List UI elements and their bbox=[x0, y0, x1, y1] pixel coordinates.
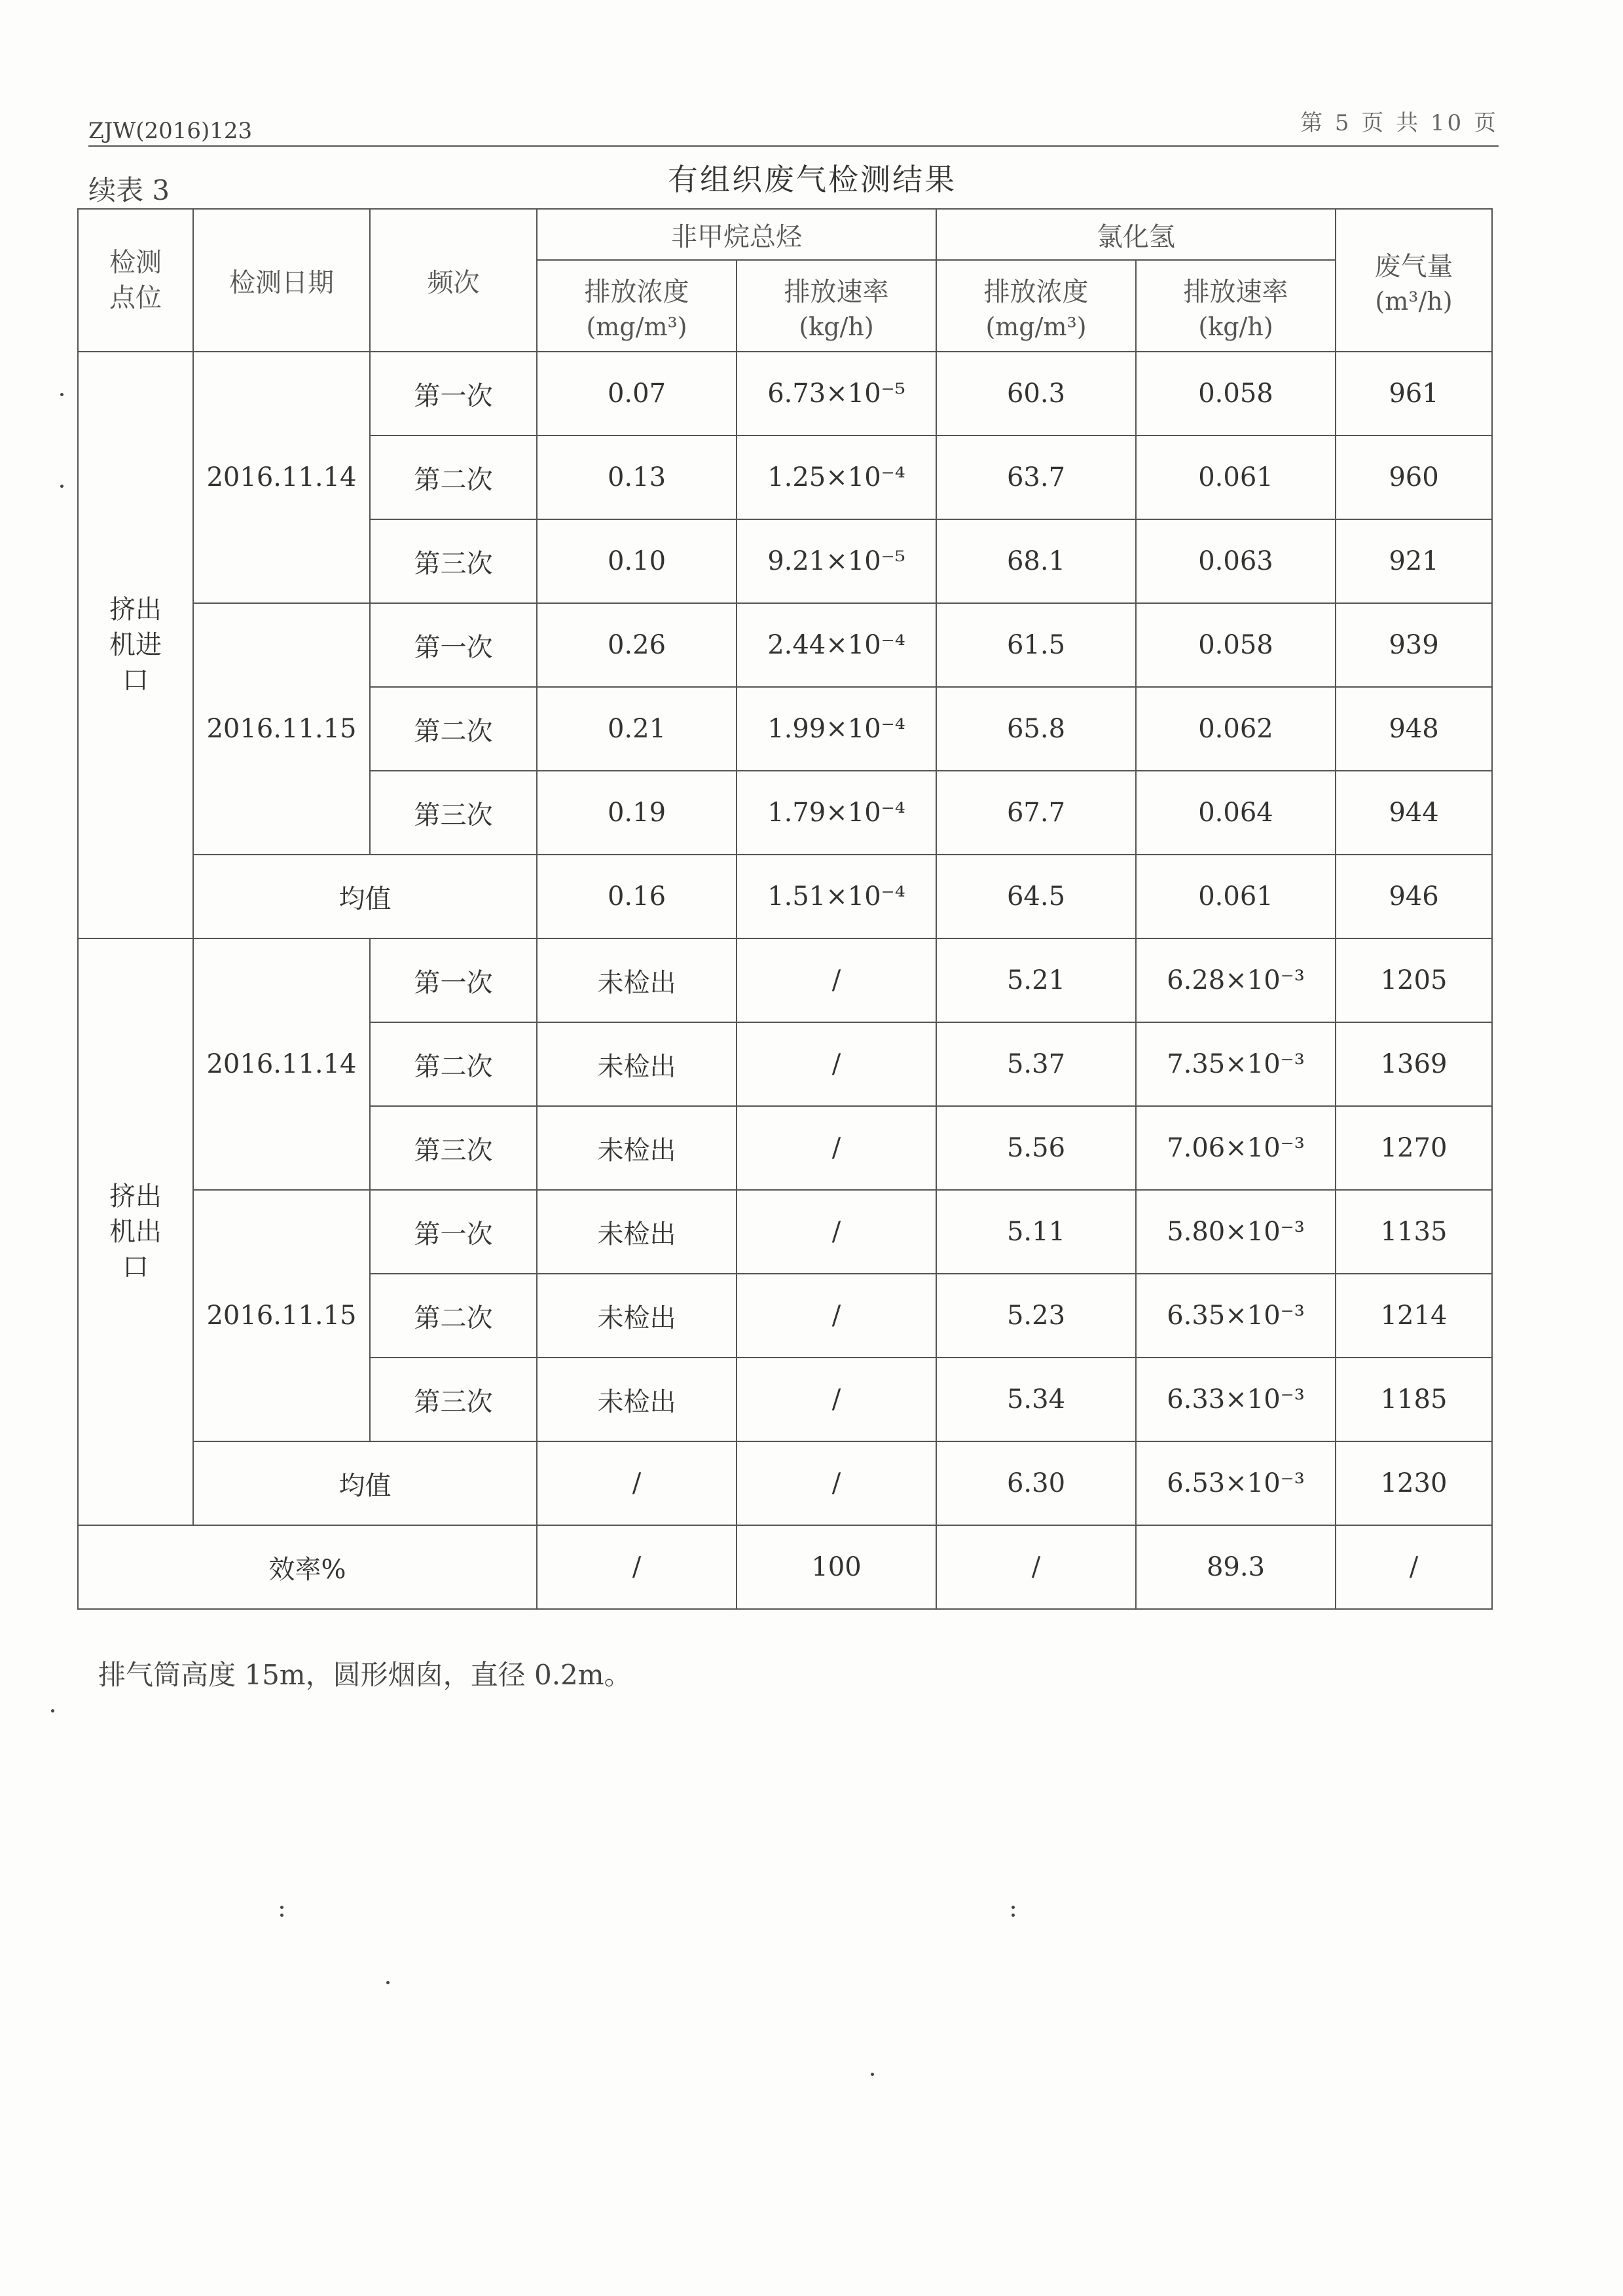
nmhc-rate-cell: 9.21×10⁻⁵ bbox=[737, 519, 936, 603]
date-cell: 2016.11.14 bbox=[193, 352, 370, 603]
freq-cell: 第一次 bbox=[370, 938, 537, 1022]
hcl-rate-cell: 0.062 bbox=[1136, 687, 1336, 771]
table-row bbox=[78, 938, 1492, 1022]
hcl-conc-cell: 5.21 bbox=[936, 938, 1136, 1022]
hcl-conc-cell: 64.5 bbox=[936, 855, 1136, 938]
table-row bbox=[78, 603, 1492, 687]
location-inlet: 挤出机进口 bbox=[78, 352, 193, 938]
flow-cell: 1135 bbox=[1336, 1190, 1492, 1274]
conc-label: 排放浓度 bbox=[584, 276, 689, 307]
hcl-rate-cell: 6.33×10⁻³ bbox=[1136, 1358, 1336, 1441]
hcl-rate-cell: 7.06×10⁻³ bbox=[1136, 1106, 1336, 1190]
nmhc-conc-cell: 未检出 bbox=[537, 1022, 737, 1106]
flow-cell: 1214 bbox=[1336, 1274, 1492, 1358]
flow-cell: 946 bbox=[1336, 855, 1492, 938]
flow-cell: / bbox=[1336, 1525, 1492, 1609]
footnote: 排气筒高度 15m，圆形烟囱，直径 0.2m。 bbox=[98, 1659, 632, 1691]
hcl-rate-cell: 0.058 bbox=[1136, 352, 1336, 435]
rate-unit: (kg/h) bbox=[799, 312, 874, 341]
date-cell: 2016.11.15 bbox=[193, 603, 370, 855]
flow-cell: 961 bbox=[1336, 352, 1492, 435]
conc-unit: (mg/m³) bbox=[985, 312, 1087, 341]
col-header-frequency: 频次 bbox=[370, 209, 537, 352]
scan-speck bbox=[1012, 1906, 1015, 1909]
scan-speck bbox=[280, 1906, 283, 1909]
scan-speck bbox=[60, 393, 64, 396]
col-group-nmhc: 非甲烷总烃 bbox=[537, 209, 936, 260]
hcl-conc-cell: 65.8 bbox=[936, 687, 1136, 771]
flow-label: 废气量 bbox=[1374, 251, 1453, 282]
mean-label: 均值 bbox=[193, 855, 537, 938]
hcl-rate-cell: 6.28×10⁻³ bbox=[1136, 938, 1336, 1022]
nmhc-conc-cell: 0.26 bbox=[537, 603, 737, 687]
rate-label: 排放速率 bbox=[1183, 276, 1288, 307]
nmhc-conc-cell: 0.13 bbox=[537, 435, 737, 519]
flow-cell: 1205 bbox=[1336, 938, 1492, 1022]
flow-cell: 939 bbox=[1336, 603, 1492, 687]
nmhc-conc-cell: 0.19 bbox=[537, 771, 737, 855]
date-cell: 2016.11.15 bbox=[193, 1190, 370, 1441]
hcl-conc-cell: 5.11 bbox=[936, 1190, 1136, 1274]
efficiency-label: 效率% bbox=[78, 1525, 537, 1609]
nmhc-rate-cell: 1.51×10⁻⁴ bbox=[737, 855, 936, 938]
nmhc-conc-cell: 未检出 bbox=[537, 1358, 737, 1441]
flow-cell: 944 bbox=[1336, 771, 1492, 855]
flow-cell: 1369 bbox=[1336, 1022, 1492, 1106]
table-row bbox=[78, 1190, 1492, 1274]
hcl-conc-cell: 60.3 bbox=[936, 352, 1136, 435]
date-cell: 2016.11.14 bbox=[193, 938, 370, 1190]
nmhc-conc-cell: 未检出 bbox=[537, 1106, 737, 1190]
flow-cell: 1270 bbox=[1336, 1106, 1492, 1190]
hcl-rate-cell: 0.061 bbox=[1136, 855, 1336, 938]
nmhc-rate-cell: / bbox=[737, 1274, 936, 1358]
nmhc-rate-cell: 2.44×10⁻⁴ bbox=[737, 603, 936, 687]
document-id: ZJW(2016)123 bbox=[88, 118, 253, 144]
mean-row bbox=[78, 855, 1492, 938]
hcl-conc-cell: 6.30 bbox=[936, 1441, 1136, 1525]
flow-cell: 1230 bbox=[1336, 1441, 1492, 1525]
table-label: 续表 3 bbox=[88, 174, 170, 206]
nmhc-conc-cell: 0.16 bbox=[537, 855, 737, 938]
nmhc-rate-cell: / bbox=[737, 938, 936, 1022]
flow-cell: 1185 bbox=[1336, 1358, 1492, 1441]
hcl-rate-cell: 6.53×10⁻³ bbox=[1136, 1441, 1336, 1525]
scan-speck bbox=[386, 1981, 390, 1984]
nmhc-rate-cell: 6.73×10⁻⁵ bbox=[737, 352, 936, 435]
nmhc-conc-cell: 0.10 bbox=[537, 519, 737, 603]
nmhc-conc-cell: / bbox=[537, 1525, 737, 1609]
hcl-rate-cell: 5.80×10⁻³ bbox=[1136, 1190, 1336, 1274]
hcl-conc-cell: 61.5 bbox=[936, 603, 1136, 687]
hcl-conc-cell: 5.23 bbox=[936, 1274, 1136, 1358]
nmhc-conc-cell: 0.07 bbox=[537, 352, 737, 435]
conc-unit: (mg/m³) bbox=[586, 312, 687, 341]
scan-speck bbox=[51, 1709, 54, 1713]
scan-speck bbox=[60, 485, 64, 488]
nmhc-conc-cell: 0.21 bbox=[537, 687, 737, 771]
hcl-conc-cell: 63.7 bbox=[936, 435, 1136, 519]
hcl-conc-cell: 67.7 bbox=[936, 771, 1136, 855]
flow-cell: 948 bbox=[1336, 687, 1492, 771]
nmhc-conc-cell: 未检出 bbox=[537, 1190, 737, 1274]
flow-unit: (m³/h) bbox=[1375, 286, 1453, 316]
scan-speck bbox=[1012, 1914, 1015, 1917]
hcl-rate-cell: 7.35×10⁻³ bbox=[1136, 1022, 1336, 1106]
hcl-rate-cell: 0.058 bbox=[1136, 603, 1336, 687]
col-header-hcl-rate bbox=[1136, 260, 1336, 352]
col-header-flow bbox=[1336, 209, 1492, 352]
hcl-conc-cell: 68.1 bbox=[936, 519, 1136, 603]
nmhc-rate-cell: / bbox=[737, 1441, 936, 1525]
col-header-nmhc-conc bbox=[537, 260, 737, 352]
nmhc-rate-cell: / bbox=[737, 1106, 936, 1190]
nmhc-conc-cell: 未检出 bbox=[537, 1274, 737, 1358]
hcl-rate-cell: 0.064 bbox=[1136, 771, 1336, 855]
hcl-conc-cell: 5.56 bbox=[936, 1106, 1136, 1190]
hcl-conc-cell: 5.34 bbox=[936, 1358, 1136, 1441]
nmhc-rate-cell: / bbox=[737, 1022, 936, 1106]
emission-results-table bbox=[77, 208, 1493, 1610]
col-group-hcl: 氯化氢 bbox=[936, 209, 1336, 260]
header-rule bbox=[88, 145, 1499, 147]
freq-cell: 第三次 bbox=[370, 1106, 537, 1190]
freq-cell: 第一次 bbox=[370, 352, 537, 435]
rate-unit: (kg/h) bbox=[1198, 312, 1273, 341]
mean-label: 均值 bbox=[193, 1441, 537, 1525]
freq-cell: 第一次 bbox=[370, 603, 537, 687]
nmhc-rate-cell: 1.25×10⁻⁴ bbox=[737, 435, 936, 519]
freq-cell: 第一次 bbox=[370, 1190, 537, 1274]
nmhc-conc-cell: 未检出 bbox=[537, 938, 737, 1022]
hcl-rate-cell: 6.35×10⁻³ bbox=[1136, 1274, 1336, 1358]
col-header-location: 检测点位 bbox=[78, 209, 193, 352]
flow-cell: 921 bbox=[1336, 519, 1492, 603]
freq-cell: 第二次 bbox=[370, 687, 537, 771]
page-info: 第 5 页 共 10 页 bbox=[1300, 110, 1499, 136]
nmhc-rate-cell: 100 bbox=[737, 1525, 936, 1609]
hcl-conc-cell: / bbox=[936, 1525, 1136, 1609]
nmhc-rate-cell: / bbox=[737, 1358, 936, 1441]
nmhc-conc-cell: / bbox=[537, 1441, 737, 1525]
nmhc-rate-cell: 1.79×10⁻⁴ bbox=[737, 771, 936, 855]
mean-row bbox=[78, 1441, 1492, 1525]
location-outlet: 挤出机出口 bbox=[78, 938, 193, 1525]
freq-cell: 第二次 bbox=[370, 1022, 537, 1106]
scan-speck bbox=[280, 1914, 283, 1917]
hcl-rate-cell: 0.063 bbox=[1136, 519, 1336, 603]
hcl-conc-cell: 5.37 bbox=[936, 1022, 1136, 1106]
hcl-rate-cell: 0.061 bbox=[1136, 435, 1336, 519]
col-header-nmhc-rate bbox=[737, 260, 936, 352]
rate-label: 排放速率 bbox=[784, 276, 889, 307]
freq-cell: 第三次 bbox=[370, 1358, 537, 1441]
col-header-date: 检测日期 bbox=[193, 209, 370, 352]
freq-cell: 第二次 bbox=[370, 435, 537, 519]
table-row bbox=[78, 352, 1492, 435]
freq-cell: 第二次 bbox=[370, 1274, 537, 1358]
flow-cell: 960 bbox=[1336, 435, 1492, 519]
freq-cell: 第三次 bbox=[370, 519, 537, 603]
table-title: 有组织废气检测结果 bbox=[668, 162, 957, 197]
efficiency-row bbox=[78, 1525, 1492, 1609]
conc-label: 排放浓度 bbox=[983, 276, 1089, 307]
scan-speck bbox=[871, 2073, 874, 2076]
nmhc-rate-cell: 1.99×10⁻⁴ bbox=[737, 687, 936, 771]
nmhc-rate-cell: / bbox=[737, 1190, 936, 1274]
freq-cell: 第三次 bbox=[370, 771, 537, 855]
hcl-rate-cell: 89.3 bbox=[1136, 1525, 1336, 1609]
col-header-hcl-conc bbox=[936, 260, 1136, 352]
